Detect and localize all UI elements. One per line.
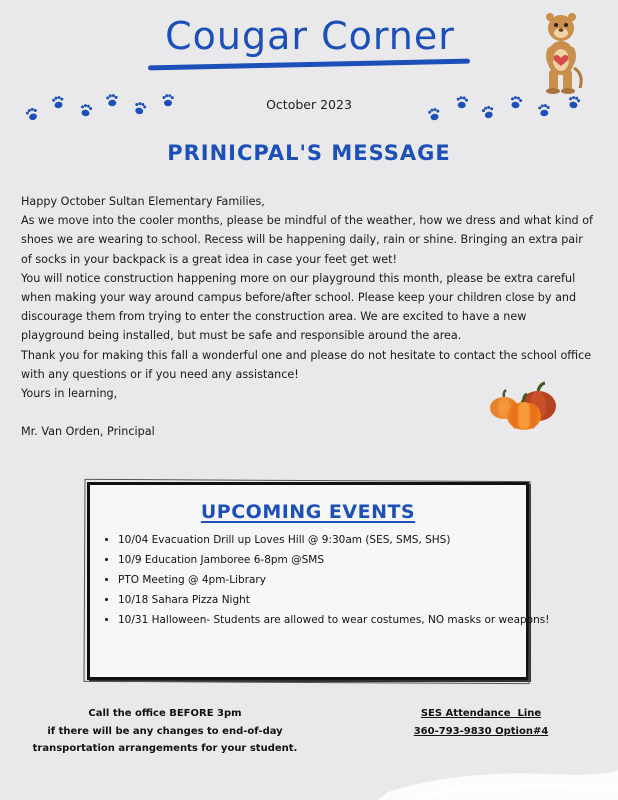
list-item: • PTO Meeting @ 4pm-Library [118, 570, 538, 590]
office-notice [30, 705, 300, 758]
pumpkin-icon [488, 380, 562, 432]
office-notice-line: Call the office BEFORE 3pm [88, 708, 242, 719]
attendance-line-info [400, 705, 562, 740]
paw-print-icon [24, 92, 184, 126]
office-notice-line: if there will be any changes to end-of-day [47, 725, 283, 737]
principal-message-heading: PRINICPAL'S MESSAGE [167, 141, 451, 165]
letter-greeting: Happy October Sultan Elementary Families, [21, 195, 265, 208]
list-item: • 10/18 Sahara Pizza Night [118, 590, 538, 610]
letter-paragraph-thanks: Thank you for making this fall a wonderful one and please do not hesitate to contact the school office with any questions or if you need any assistance! [21, 348, 592, 381]
upcoming-events-box [87, 482, 550, 680]
attendance-line-label: SES Attendance Line [420, 708, 542, 719]
cougar-mascot-icon [536, 8, 586, 96]
letter-paragraph-weather: As we move into the cooler months, please be mindful of the weather, how we dress and what kind of shoes we are wearing to school. Recess will be happening daily, rain or shine. Bringing an extra pair of socks in your backpack is a great idea in case your feet get wet! [21, 214, 593, 266]
title-underline [148, 59, 470, 71]
letter-closing: Yours in learning, [21, 387, 118, 401]
events-list [102, 530, 550, 630]
list-item: • 10/04 Evacuation Drill up Loves Hill @ 9:30am (SES, SMS, SHS) [118, 530, 538, 550]
letter-signature: Mr. Van Orden, Principal [21, 425, 155, 439]
attendance-line-phone: 360-793-9830 Option#4 [413, 725, 549, 737]
list-item: • 10/31 Halloween- Students are allowed to wear costumes, NO masks or weapons! [118, 610, 538, 630]
brush-stroke-decoration [378, 752, 618, 800]
issue-date: October 2023 [266, 97, 352, 112]
paw-print-icon [426, 92, 590, 126]
letter-paragraph-construction: You will notice construction happening more on our playground this month, please be extra careful when making your way around campus before/after school. Please keep your children close by and discourage them from trying to enter the construction area. We are excited to have a new playground being installed, but must be safe and responsible around the area. [21, 271, 577, 343]
upcoming-events-heading: UPCOMING EVENTS [200, 501, 416, 523]
list-item: • 10/9 Education Jamboree 6-8pm @SMS [118, 550, 538, 570]
office-notice-line: transportation arrangements for your student. [32, 743, 298, 754]
newsletter-title: Cougar Corner [165, 14, 455, 58]
